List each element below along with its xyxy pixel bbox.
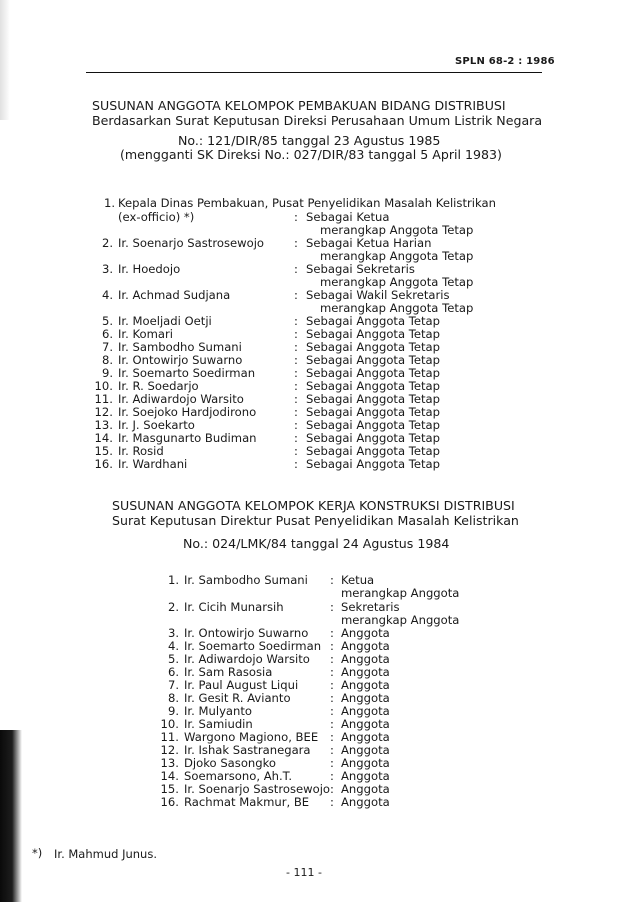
s1-member-role: Sebagai Anggota Tetap xyxy=(306,431,441,445)
s2-member-num: 8. xyxy=(167,691,179,705)
s1-member-name: Ir. Sambodho Sumani xyxy=(118,340,242,354)
s2-member-num: 15. xyxy=(160,782,179,796)
section1-subtitle: Berdasarkan Surat Keputusan Direksi Perusahaan Umum Listrik Negara xyxy=(92,113,543,128)
s2-member-role: Anggota xyxy=(341,730,390,744)
s2-member-colon: : xyxy=(330,730,334,744)
section2-decree: No.: 024/LMK/84 tanggal 24 Agustus 1984 xyxy=(183,536,450,551)
s1-member-role: Sebagai Anggota Tetap xyxy=(306,418,441,432)
s1-member-num: 6. xyxy=(101,327,113,341)
s2-member-num: 16. xyxy=(160,795,179,809)
s1-member-name: Ir. Soenarjo Sastrosewojo xyxy=(118,236,265,250)
s1-member-1-role: Sebagai Ketua xyxy=(306,210,390,224)
s1-member-num: 13. xyxy=(94,418,113,432)
s1-member-name: Ir. Hoedojo xyxy=(118,262,181,276)
s1-member-colon: : xyxy=(294,444,298,458)
s1-member-num: 8. xyxy=(101,353,113,367)
s2-member-num: 11. xyxy=(160,730,179,744)
s2-member-role: Anggota xyxy=(341,678,390,692)
scan-shadow-bottom-left xyxy=(0,730,22,902)
s1-member-1-num: 1. xyxy=(104,196,116,210)
s1-member-role: Sebagai Anggota Tetap xyxy=(306,314,441,328)
s2-member-colon: : xyxy=(330,769,334,783)
s1-member-name: Ir. R. Soedarjo xyxy=(118,379,199,393)
s2-member-name: Ir. Cicih Munarsih xyxy=(184,600,284,614)
s1-member-1-position: Kepala Dinas Pembakuan, Pusat Penyelidikan Masalah Kelistrikan xyxy=(118,196,496,210)
s2-member-name: Ir. Paul August Liqui xyxy=(184,678,299,692)
s2-member-colon: : xyxy=(330,717,334,731)
s2-member-name: Ir. Sam Rasosia xyxy=(184,665,273,679)
s1-member-colon: : xyxy=(294,431,298,445)
section1-title: SUSUNAN ANGGOTA KELOMPOK PEMBAKUAN BIDANG DISTRIBUSI xyxy=(92,98,506,113)
s1-member-role: Sebagai Anggota Tetap xyxy=(306,327,441,341)
s2-member-role: Anggota xyxy=(341,756,390,770)
s2-member-num: 1. xyxy=(167,573,179,587)
s2-member-colon: : xyxy=(330,573,334,587)
s2-member-colon: : xyxy=(330,782,334,796)
s2-member-name: Soemarsono, Ah.T. xyxy=(184,769,293,783)
s2-member-num: 2. xyxy=(167,600,179,614)
s1-member-num: 10. xyxy=(94,379,113,393)
s2-member-num: 9. xyxy=(167,704,179,718)
s1-member-role: Sebagai Anggota Tetap xyxy=(306,366,441,380)
s2-member-name: Ir. Ishak Sastranegara xyxy=(184,743,311,757)
s1-member-colon: : xyxy=(294,288,298,302)
s1-member-colon: : xyxy=(294,353,298,367)
s2-member-num: 4. xyxy=(167,639,179,653)
s1-member-num: 2. xyxy=(101,236,113,250)
footnote-marker: *) xyxy=(32,846,43,860)
s2-member-role: Anggota xyxy=(341,704,390,718)
s2-member-name: Ir. Soemarto Soedirman xyxy=(184,639,322,653)
s1-member-colon: : xyxy=(294,314,298,328)
s2-member-colon: : xyxy=(330,756,334,770)
s2-member-num: 5. xyxy=(167,652,179,666)
s1-member-role: Sebagai Anggota Tetap xyxy=(306,353,441,367)
s1-member-name: Ir. Moeljadi Oetji xyxy=(118,314,212,328)
s2-member-colon: : xyxy=(330,652,334,666)
s1-member-num: 9. xyxy=(101,366,113,380)
s1-member-name: Ir. Rosid xyxy=(118,444,164,458)
s1-member-role: Sebagai Anggota Tetap xyxy=(306,379,441,393)
s2-member-num: 7. xyxy=(167,678,179,692)
standard-code: SPLN 68-2 : 1986 xyxy=(455,56,555,67)
s1-member-role: Sebagai Anggota Tetap xyxy=(306,405,441,419)
s1-member-role: Sebagai Ketua Harian xyxy=(306,236,432,250)
s2-member-name: Rachmat Makmur, BE xyxy=(184,795,310,809)
s2-member-name: Ir. Ontowirjo Suwarno xyxy=(184,626,309,640)
s1-member-num: 14. xyxy=(94,431,113,445)
s2-member-role: Anggota xyxy=(341,717,390,731)
s2-member-role: Sekretaris xyxy=(341,600,400,614)
s2-member-name: Ir. Gesit R. Avianto xyxy=(184,691,291,705)
s2-member-num: 3. xyxy=(167,626,179,640)
s2-member-num: 12. xyxy=(160,743,179,757)
s2-member-colon: : xyxy=(330,691,334,705)
section2-title: SUSUNAN ANGGOTA KELOMPOK KERJA KONSTRUKSI DISTRIBUSI xyxy=(112,498,515,513)
s1-member-role-cont: merangkap Anggota Tetap xyxy=(320,301,474,315)
s2-member-name: Ir. Samiudin xyxy=(184,717,253,731)
s1-member-role: Sebagai Anggota Tetap xyxy=(306,444,441,458)
s2-member-num: 13. xyxy=(160,756,179,770)
s1-member-name: Ir. Komari xyxy=(118,327,173,341)
s2-member-num: 6. xyxy=(167,665,179,679)
s1-member-name: Ir. Ontowirjo Suwarno xyxy=(118,353,243,367)
s2-member-role: Anggota xyxy=(341,691,390,705)
s2-member-name: Ir. Sambodho Sumani xyxy=(184,573,308,587)
s2-member-role: Anggota xyxy=(341,795,390,809)
s1-member-role: Sebagai Anggota Tetap xyxy=(306,392,441,406)
s1-member-name: Ir. Achmad Sudjana xyxy=(118,288,231,302)
section1-decree: No.: 121/DIR/85 tanggal 23 Agustus 1985 xyxy=(178,133,441,148)
footnote-text: Ir. Mahmud Junus. xyxy=(54,847,157,861)
s2-member-name: Ir. Mulyanto xyxy=(184,704,253,718)
s1-member-1-note: (ex-officio) *) xyxy=(118,210,195,224)
s1-member-role-cont: merangkap Anggota Tetap xyxy=(320,275,474,289)
s1-member-num: 4. xyxy=(101,288,113,302)
s1-member-name: Ir. Soemarto Soedirman xyxy=(118,366,256,380)
s2-member-colon: : xyxy=(330,626,334,640)
s1-member-colon: : xyxy=(294,392,298,406)
s2-member-role-cont: merangkap Anggota xyxy=(341,613,460,627)
s1-member-name: Ir. Wardhani xyxy=(118,457,188,471)
s2-member-colon: : xyxy=(330,678,334,692)
s1-member-role: Sebagai Wakil Sekretaris xyxy=(306,288,450,302)
s1-member-num: 15. xyxy=(94,444,113,458)
header-rule xyxy=(86,72,542,73)
s1-member-colon: : xyxy=(294,327,298,341)
s2-member-role: Anggota xyxy=(341,665,390,679)
s2-member-role: Anggota xyxy=(341,626,390,640)
s1-member-name: Ir. Soejoko Hardjodirono xyxy=(118,405,257,419)
s2-member-name: Ir. Adiwardojo Warsito xyxy=(184,652,310,666)
scan-shadow-top xyxy=(0,0,10,120)
s2-member-colon: : xyxy=(330,600,334,614)
section2-subtitle: Surat Keputusan Direktur Pusat Penyelidikan Masalah Kelistrikan xyxy=(112,513,519,528)
s2-member-role: Anggota xyxy=(341,782,390,796)
s1-member-colon: : xyxy=(294,340,298,354)
s2-member-colon: : xyxy=(330,665,334,679)
s1-member-name: Ir. Masgunarto Budiman xyxy=(118,431,257,445)
s1-member-colon: : xyxy=(294,405,298,419)
s1-member-role: Sebagai Anggota Tetap xyxy=(306,340,441,354)
s1-member-role: Sebagai Sekretaris xyxy=(306,262,415,276)
s2-member-role: Anggota xyxy=(341,769,390,783)
s1-member-name: Ir. J. Soekarto xyxy=(118,418,195,432)
s2-member-role-cont: merangkap Anggota xyxy=(341,586,460,600)
s2-member-name: Djoko Sasongko xyxy=(184,756,277,770)
s2-member-num: 10. xyxy=(160,717,179,731)
s1-member-colon: : xyxy=(294,366,298,380)
s1-member-role-cont: merangkap Anggota Tetap xyxy=(320,249,474,263)
s2-member-colon: : xyxy=(330,639,334,653)
s1-member-colon: : xyxy=(294,457,298,471)
s1-member-1-colon: : xyxy=(294,210,298,224)
s1-member-1-role-cont: merangkap Anggota Tetap xyxy=(320,223,474,237)
s2-member-role: Ketua xyxy=(341,573,375,587)
page-number: - 111 - xyxy=(286,866,322,879)
s2-member-role: Anggota xyxy=(341,652,390,666)
s1-member-num: 12. xyxy=(94,405,113,419)
s2-member-colon: : xyxy=(330,795,334,809)
s1-member-num: 3. xyxy=(101,262,113,276)
s2-member-role: Anggota xyxy=(341,743,390,757)
s2-member-num: 14. xyxy=(160,769,179,783)
s1-member-num: 16. xyxy=(94,457,113,471)
section1-replaces-note: (mengganti SK Direksi No.: 027/DIR/83 tanggal 5 April 1983) xyxy=(120,147,502,162)
s1-member-name: Ir. Adiwardojo Warsito xyxy=(118,392,244,406)
s1-member-colon: : xyxy=(294,236,298,250)
s1-member-colon: : xyxy=(294,418,298,432)
s2-member-name: Ir. Soenarjo Sastrosewojo xyxy=(184,782,331,796)
s2-member-colon: : xyxy=(330,704,334,718)
s2-member-role: Anggota xyxy=(341,639,390,653)
s2-member-colon: : xyxy=(330,743,334,757)
s1-member-num: 11. xyxy=(94,392,113,406)
s1-member-colon: : xyxy=(294,262,298,276)
s1-member-colon: : xyxy=(294,379,298,393)
s1-member-num: 7. xyxy=(101,340,113,354)
s1-member-num: 5. xyxy=(101,314,113,328)
s2-member-name: Wargono Magiono, BEE xyxy=(184,730,319,744)
s1-member-role: Sebagai Anggota Tetap xyxy=(306,457,441,471)
